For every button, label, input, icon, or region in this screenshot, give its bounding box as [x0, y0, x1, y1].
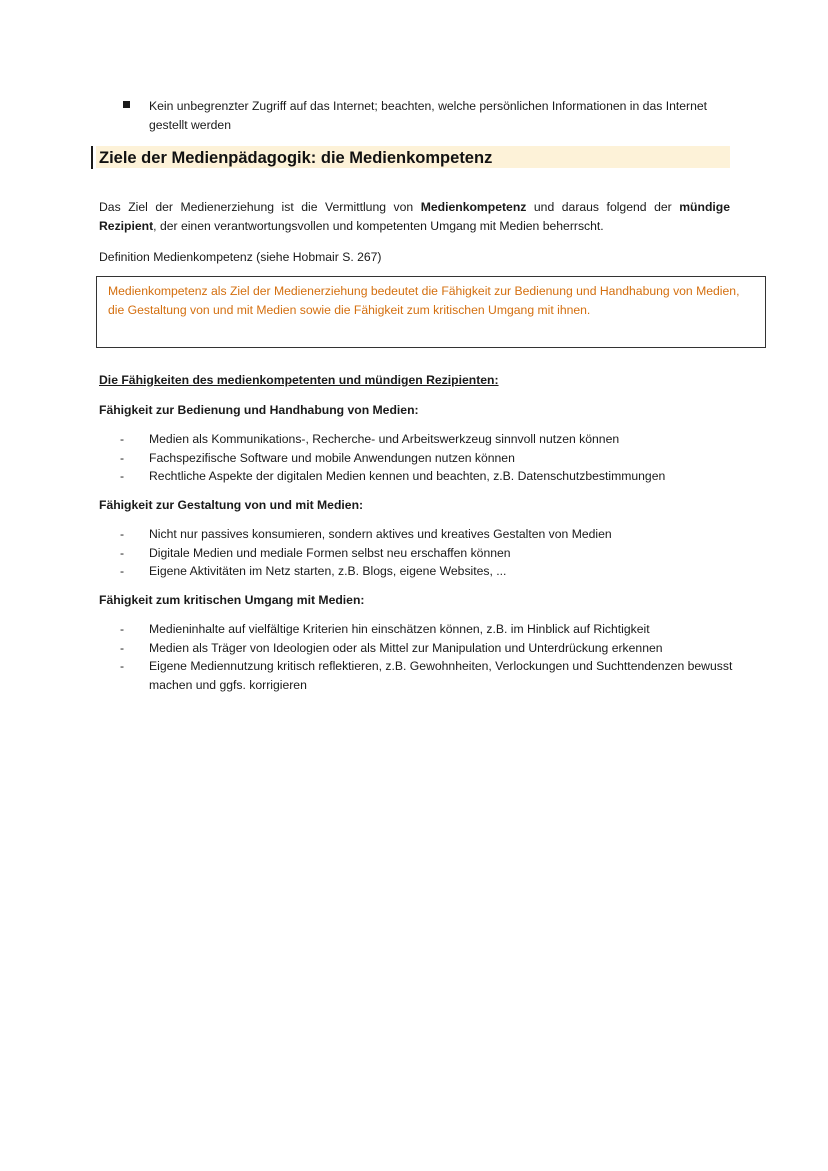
list-item [120, 544, 740, 563]
list-item-text: Medien als Kommunikations-, Recherche- und Arbeitswerkzeug sinnvoll nutzen können [149, 432, 620, 446]
list-item-text: Eigene Mediennutzung kritisch reflektieren, z.B. Gewohnheiten, Verlockungen und Suchttendenzen bewusst machen und ggfs. korrigieren [149, 659, 733, 692]
list-item [120, 657, 740, 694]
heading-left-bar [91, 146, 93, 169]
definition-text: Medienkompetenz als Ziel der Medienerziehung bedeutet die Fähigkeit zur Bedienung und Handhabung von Medien, die Gestaltung von und mit Medien sowie die Fähigkeit zum kritischen Umgang mit ihnen. [108, 284, 740, 317]
abilities-heading-colon: : [494, 373, 499, 387]
abilities-heading [99, 371, 499, 390]
section-heading: Ziele der Medienpädagogik: die Medienkompetenz [99, 149, 493, 167]
intro-bold-2: mündige Rezipient [99, 200, 730, 233]
list-item [120, 449, 740, 468]
dash-icon: - [120, 622, 125, 636]
list-gestaltung [120, 525, 740, 581]
intro-paragraph [99, 198, 730, 236]
bullet-square-icon [123, 101, 130, 108]
list-item-text: Medieninhalte auf vielfältige Kriterien hin einschätzen können, z.B. im Hinblick auf Richtigkeit [149, 622, 650, 636]
list-item [120, 525, 740, 544]
list-item-text: Medien als Träger von Ideologien oder als Mittel zur Manipulation und Unterdrückung erkennen [149, 640, 663, 655]
list-item-text: Nicht nur passives konsumieren, sondern aktives und kreatives Gestalten von Medien [149, 527, 612, 541]
dash-icon: - [120, 545, 125, 560]
section-title-bedienung: Fähigkeit zur Bedienung und Handhabung von Medien: [99, 403, 419, 417]
dash-icon: - [120, 659, 125, 673]
list-item [120, 639, 740, 658]
list-item-text: Eigene Aktivitäten im Netz starten, z.B. Blogs, eigene Websites, ... [149, 564, 507, 578]
intro-bold-1: Medienkompetenz [420, 200, 527, 214]
dash-icon: - [120, 564, 125, 578]
dash-icon: - [120, 450, 125, 465]
definition-label: Definition Medienkompetenz (siehe Hobmair S. 267) [99, 250, 382, 264]
intro-text-3: , der einen verantwortungsvollen und kompetenten Umgang mit Medien beherrscht. [153, 219, 604, 233]
list-item-text: Fachspezifische Software und mobile Anwendungen nutzen können [149, 450, 515, 465]
list-item-text: Digitale Medien und mediale Formen selbst neu erschaffen können [149, 545, 511, 560]
dash-icon: - [120, 527, 125, 541]
section-title-kritisch: Fähigkeit zum kritischen Umgang mit Medien: [99, 593, 365, 607]
bullet-text: Kein unbegrenzter Zugriff auf das Internet; beachten, welche persönlichen Informationen in das Internet gestellt werden [149, 99, 708, 132]
dash-icon: - [120, 432, 125, 446]
section-title-gestaltung: Fähigkeit zur Gestaltung von und mit Medien: [99, 498, 364, 512]
list-item [120, 562, 740, 581]
list-bedienung [120, 430, 740, 486]
intro-text-2: und daraus folgend der [526, 200, 680, 214]
list-item [120, 430, 740, 449]
dash-icon: - [120, 640, 125, 655]
list-kritisch [120, 620, 740, 694]
abilities-heading-text: Die Fähigkeiten des medienkompetenten und mündigen Rezipienten [99, 373, 495, 387]
list-item [120, 467, 740, 486]
list-item-text: Rechtliche Aspekte der digitalen Medien kennen und beachten, z.B. Datenschutzbestimmungen [149, 469, 666, 483]
list-item [120, 620, 740, 639]
dash-icon: - [120, 469, 125, 483]
intro-text-1: Das Ziel der Medienerziehung ist die Vermittlung von [99, 200, 421, 214]
